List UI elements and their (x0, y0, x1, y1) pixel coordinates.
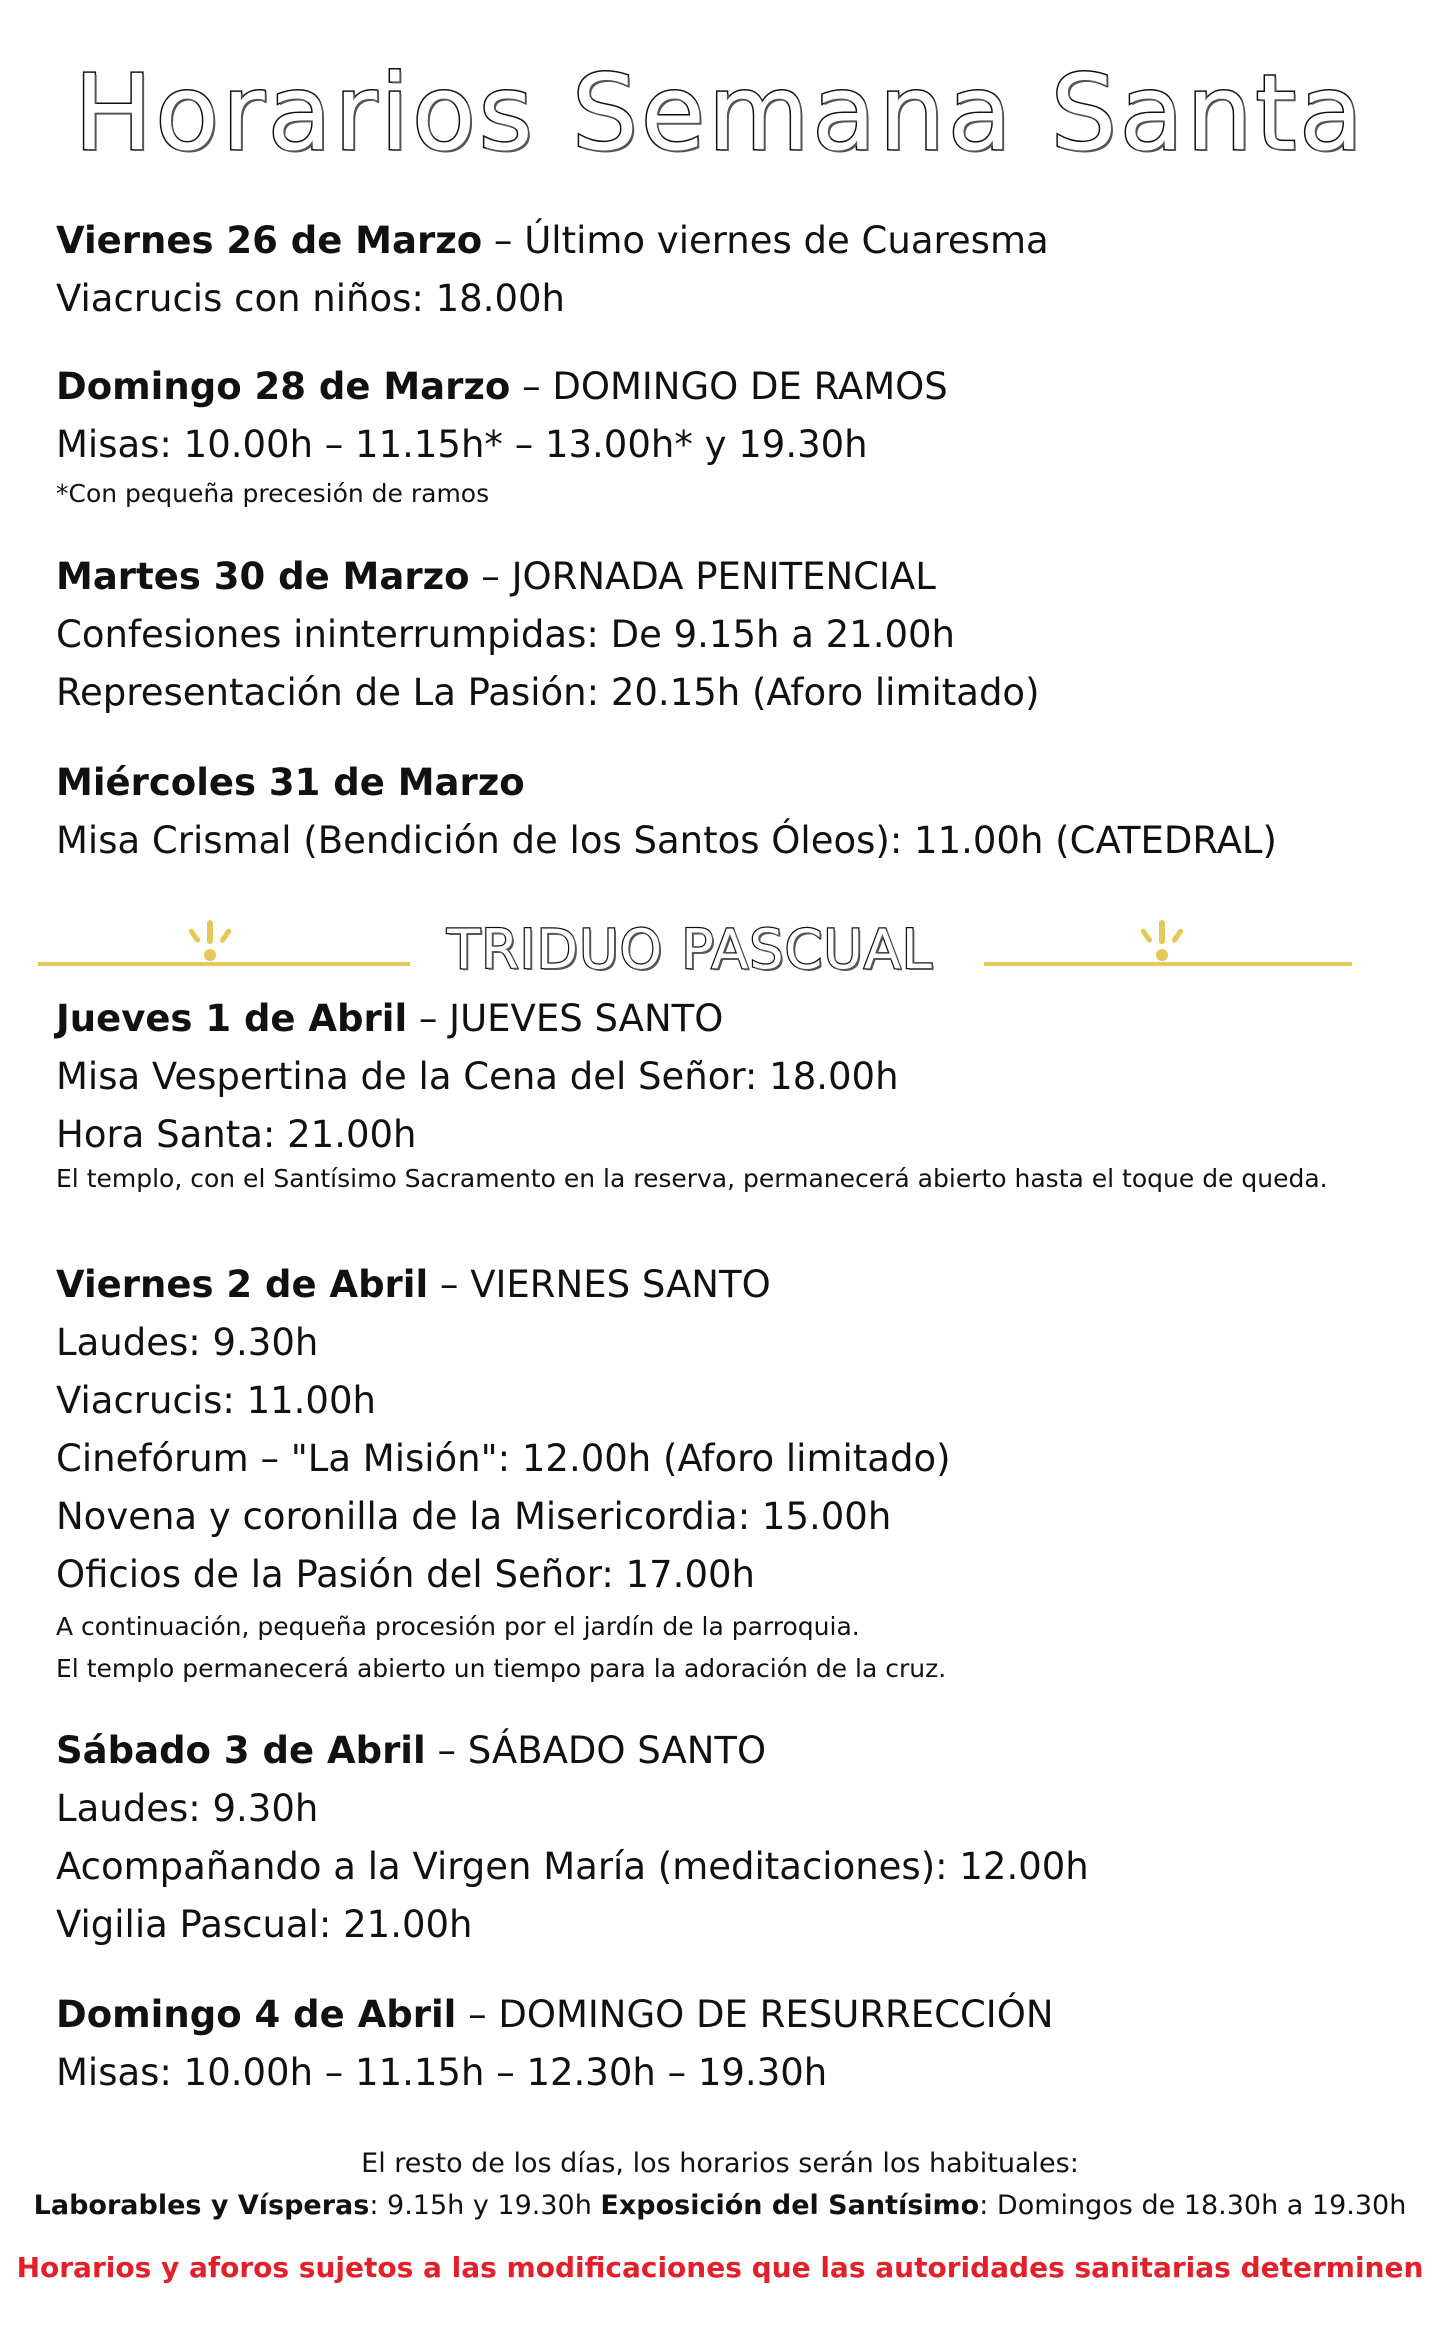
day-domingo-28 (56, 358, 1396, 510)
day-separator: – (407, 997, 450, 1040)
triduo-title: TRIDUO PASCUAL (447, 918, 933, 981)
sparkle-ornament-icon (180, 914, 240, 974)
schedule-line: Misas: 10.00h – 11.15h – 12.30h – 19.30h (56, 2051, 828, 2094)
schedule-line: Oficios de la Pasión del Señor: 17.00h (56, 1553, 755, 1596)
day-date: Jueves 1 de Abril (56, 997, 408, 1040)
footer-regular-hours (0, 2186, 1440, 2226)
day-name: DOMINGO DE RAMOS (552, 365, 948, 408)
day-name: SÁBADO SANTO (467, 1729, 767, 1772)
exposition-hours: : Domingos de 18.30h a 19.30h (979, 2190, 1407, 2221)
day-martes-30 (56, 548, 1396, 722)
day-header (56, 1986, 1396, 2044)
day-date: Martes 30 de Marzo (56, 555, 470, 598)
day-viernes-26 (56, 212, 1396, 328)
day-date: Miércoles 31 de Marzo (56, 761, 525, 804)
day-header (56, 1256, 1396, 1314)
footer-warning: Horarios y aforos sujetos a las modificaciones que las autoridades sanitarias determinen (16, 2251, 1424, 2284)
schedule-line: Misa Vespertina de la Cena del Señor: 18.00h (56, 1055, 899, 1098)
schedule-line: Confesiones ininterrumpidas: De 9.15h a 21.00h (56, 613, 956, 656)
day-header (56, 754, 1396, 812)
day-date: Viernes 2 de Abril (56, 1263, 429, 1306)
triduo-divider (0, 906, 1440, 986)
schedule-line: Representación de La Pasión: 20.15h (Aforo limitado) (56, 671, 1040, 714)
schedule-note: El templo permanecerá abierto un tiempo para la adoración de la cruz. (56, 1654, 947, 1683)
schedule-line: Novena y coronilla de la Misericordia: 15.00h (56, 1495, 892, 1538)
day-separator: – (510, 365, 553, 408)
day-separator: – (425, 1729, 468, 1772)
schedule-note: El templo, con el Santísimo Sacramento en la reserva, permanecerá abierto hasta el toque de queda. (56, 1164, 1328, 1193)
day-name: JUEVES SANTO (449, 997, 724, 1040)
day-date: Domingo 4 de Abril (56, 1993, 457, 2036)
day-sabado-3 (56, 1722, 1396, 1954)
day-name: JORNADA PENITENCIAL (511, 555, 936, 598)
day-jueves-1 (56, 990, 1396, 1194)
day-viernes-2 (56, 1256, 1396, 1690)
schedule-line: Hora Santa: 21.00h (56, 1113, 417, 1156)
weekday-label: Laborables y Vísperas (33, 2190, 370, 2221)
sparkle-ornament-icon (1132, 914, 1192, 974)
day-header (56, 212, 1396, 270)
day-domingo-4 (56, 1986, 1396, 2102)
schedule-line: Laudes: 9.30h (56, 1321, 319, 1364)
schedule-line: Misa Crismal (Bendición de los Santos Óleos): 11.00h (CATEDRAL) (56, 819, 1277, 862)
footer-intro: El resto de los días, los horarios serán los habituales: (361, 2148, 1079, 2179)
exposition-label: Exposición del Santísimo (600, 2190, 980, 2221)
day-date: Sábado 3 de Abril (56, 1729, 426, 1772)
day-name: DOMINGO DE RESURRECCIÓN (498, 1993, 1054, 2036)
schedule-line: Laudes: 9.30h (56, 1787, 319, 1830)
day-header (56, 358, 1396, 416)
schedule-note: A continuación, pequeña procesión por el jardín de la parroquia. (56, 1612, 860, 1641)
day-separator: – (428, 1263, 471, 1306)
day-header (56, 548, 1396, 606)
schedule-line: Viacrucis con niños: 18.00h (56, 277, 566, 320)
day-header (56, 1722, 1396, 1780)
day-name: VIERNES SANTO (470, 1263, 771, 1306)
schedule-line: Cinefórum – "La Misión": 12.00h (Aforo limitado) (56, 1437, 951, 1480)
schedule-line: Viacrucis: 11.00h (56, 1379, 376, 1422)
day-separator: – (456, 1993, 499, 2036)
weekday-hours: : 9.15h y 19.30h (369, 2190, 601, 2221)
schedule-note: *Con pequeña precesión de ramos (56, 479, 490, 508)
schedule-line: Acompañando a la Virgen María (meditaciones): 12.00h (56, 1845, 1089, 1888)
day-name: Último viernes de Cuaresma (524, 219, 1049, 262)
day-date: Viernes 26 de Marzo (56, 219, 483, 262)
day-date: Domingo 28 de Marzo (56, 365, 511, 408)
day-separator: – (482, 219, 525, 262)
day-miercoles-31 (56, 754, 1396, 870)
page-title: Horarios Semana Santa (74, 52, 1366, 174)
day-separator: – (469, 555, 512, 598)
schedule-line: Misas: 10.00h – 11.15h* – 13.00h* y 19.30h (56, 423, 868, 466)
day-header (56, 990, 1396, 1048)
schedule-line: Vigilia Pascual: 21.00h (56, 1903, 473, 1946)
